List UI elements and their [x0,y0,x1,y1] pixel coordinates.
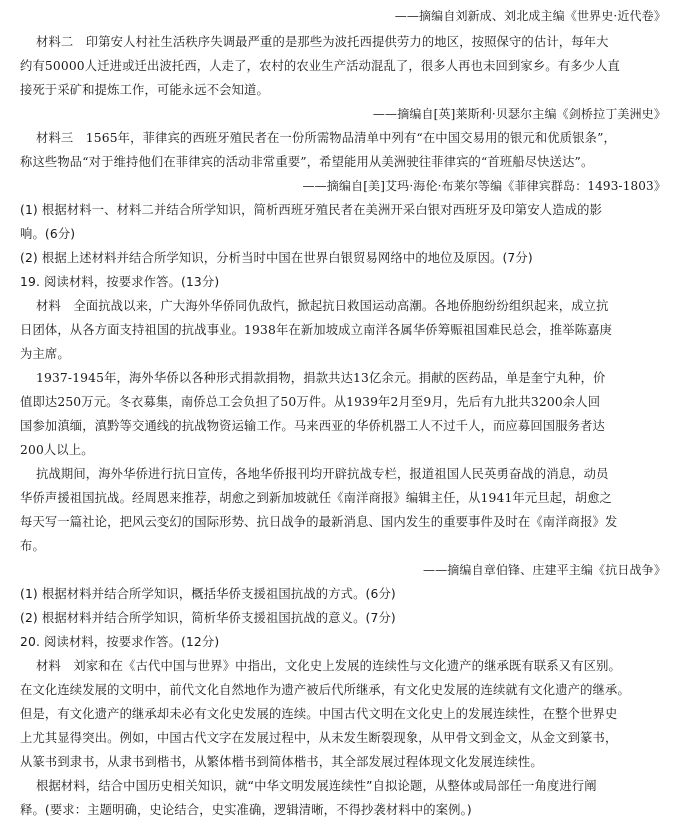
q19-p2-line-4: 200人以上。 [20,443,94,457]
material-3-line-1: 材料三 1565年，菲律宾的西班牙殖民者在一份所需物品清单中列有“在中国交易用的银元和优质银条”， [36,131,616,145]
q18-sub1-line-2: 响。(6分) [20,227,76,241]
q19-p3-line-4: 布。 [20,539,45,553]
q18-sub1-line-1: (1) 根据材料一、材料二并结合所学知识，简析西班牙殖民者在美洲开采白银对西班牙及印第安人造成的影 [20,203,603,217]
q19-p2-line-2: 值即达250万元。冬衣募集，南侨总工会负担了50万件。从1939年2月至9月，先后有九批共3200余人回 [20,395,601,409]
material-1-source: ——摘编自刘新成、刘北成主编《世界史·近代卷》 [394,9,666,23]
q19-p1-line-1: 材料 全面抗战以来，广大海外华侨同仇敌忾，掀起抗日救国运动高潮。各地侨胞纷纷组织起来，成立抗 [36,299,609,313]
material-3-source: ——摘编自[美]艾玛·海伦·布莱尔等编《菲律宾群岛：1493-1803》 [302,179,666,193]
material-2-line-1: 材料二 印第安人村社生活秩序失调最严重的是那些为波托西提供劳力的地区，按照保守的估计，每年大 [36,35,609,49]
q20-p2-line-2: 释。(要求：主题明确，史论结合，史实准确，逻辑清晰，不得抄袭材料中的案例。) [20,803,472,817]
material-2-line-2: 约有50000人迁进或迁出波托西，人走了，农村的农业生产活动混乱了，很多人再也未回到家乡。有多少人直 [20,59,620,73]
q20-p1-line-5: 从篆书到隶书，从隶书到楷书，从繁体楷书到简体楷书，其全部发展过程体现文化发展连续性。 [20,755,543,769]
q19-p3-line-2: 华侨声援祖国抗战。经周恩来推荐，胡愈之到新加坡就任《南洋商报》编辑主任，从1941年元旦起，胡愈之 [20,491,613,505]
material-2-line-3: 接死于采矿和提炼工作，可能永远不会知道。 [20,83,269,97]
q19-p2-line-1: 1937-1945年，海外华侨以各种形式捐款捐物，捐款共达13亿余元。捐献的医药品，单是奎宁丸种，价 [36,371,606,385]
q20-p1-line-3: 但是，有文化遗产的继承却未必有文化史发展的连续。中国古代文明在文化史上的发展连续性，在整个世界史 [20,707,618,721]
q20-p1-line-1: 材料 刘家和在《古代中国与世界》中指出，文化史上发展的连续性与文化遗产的继承既有联系又有区别。 [36,659,622,673]
q19-p1-line-2: 日团体，从各方面支持祖国的抗战事业。1938年在新加坡成立南洋各属华侨筹赈祖国难民总会，推举陈嘉庚 [20,323,613,337]
q19-source: ——摘编自章伯锋、庄建平主编《抗日战争》 [422,563,666,577]
q20-p1-line-4: 上尤其显得突出。例如，中国古代文字在发展过程中，从未发生断裂现象，从甲骨文到金文，从金文到篆书， [20,731,618,745]
q20-p1-line-2: 在文化连续发展的文明中，前代文化自然地作为遗产被后代所继承，有文化史发展的连续就有文化遗产的继承。 [20,683,630,697]
q20-p2-line-1: 根据材料，结合中国历史相关知识，就“中华文明发展连续性”自拟论题，从整体或局部任一角度进行阐 [36,779,597,793]
material-3-line-2: 称这些物品“对于维持他们在菲律宾的活动非常重要”，希望能用从美洲驶往菲律宾的“首班船尽快送达”。 [20,155,594,169]
q19-p1-line-3: 为主席。 [20,347,70,361]
q19-p3-line-1: 抗战期间，海外华侨进行抗日宣传，各地华侨报刊均开辟抗战专栏，报道祖国人民英勇奋战的消息，动员 [36,467,609,481]
q20-heading: 20. 阅读材料，按要求作答。(12分) [20,635,220,649]
q19-p3-line-3: 每天写一篇社论，把风云变幻的国际形势、抗日战争的最新消息、国内发生的重要事件及时在《南洋商报》发 [20,515,618,529]
material-2-source: ——摘编自[英]莱斯利·贝瑟尔主编《剑桥拉丁美洲史》 [372,107,666,121]
q19-sub2: (2) 根据材料并结合所学知识，简析华侨支援祖国抗战的意义。(7分) [20,611,396,625]
q19-p2-line-3: 国参加滇缅，滇黔等交通线的抗战物资运输工作。马来西亚的华侨机器工人不过千人，而应募回国服务者达 [20,419,606,433]
q18-sub2: (2) 根据上述材料并结合所学知识，分析当时中国在世界白银贸易网络中的地位及原因。(7分) [20,251,533,265]
q19-heading: 19. 阅读材料，按要求作答。(13分) [20,275,220,289]
q19-sub1: (1) 根据材料并结合所学知识，概括华侨支援祖国抗战的方式。(6分) [20,587,396,601]
